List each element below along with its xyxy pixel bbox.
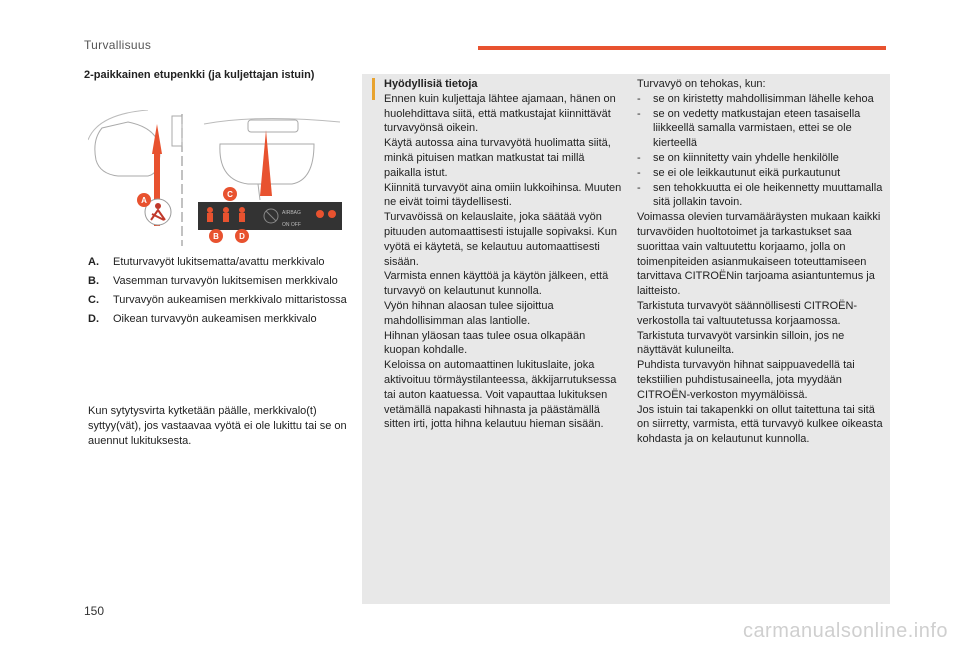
- info-paragraph: Vyön hihnan alaosan tulee sijoittua mahdollisimman alas lantiolle.: [384, 299, 554, 327]
- section-heading: 2-paikkainen etupenkki (ja kuljettajan istuin): [84, 69, 315, 81]
- definition-item: D. Oikean turvavyön aukeamisen merkkivalo: [88, 313, 317, 325]
- definition-item: B. Vasemman turvavyön lukitsemisen merkkivalo: [88, 275, 338, 287]
- info-paragraph: Tarkistuta turvavyöt säännöllisesti CITROËN-verkostolla tai valtuutetussa korjaamossa. Tarkistuta turvavyöt varsinkin silloin, jos ne näyttävät kuluneilta.: [637, 299, 858, 357]
- list-item: - se on kiristetty mahdollisimman lähelle kehoa: [637, 92, 874, 105]
- info-paragraph: Puhdista turvavyön hihnat saippuavedellä tai tekstiilien puhdistusaineella, jota myydään CITROËN-verkoston myymälöissä.: [637, 359, 855, 401]
- info-marker: [372, 78, 375, 100]
- list-item: - se on kiinnitetty vain yhdelle henkilölle: [637, 151, 839, 164]
- airbag-label: AIRBAG: [282, 210, 301, 216]
- seatbelt-warning-illustration: [88, 110, 344, 250]
- page-number: 150: [84, 604, 105, 618]
- info-paragraph: Varmista ennen käyttöä ja käytön jälkeen, että turvavyö on kelautunut kunnolla.: [384, 270, 609, 298]
- definition-item: A. Etuturvavyöt lukitsematta/avattu merkkivalo: [88, 256, 325, 268]
- info-paragraph: Käytä autossa aina turvavyötä huolimatta siitä, minkä pituisen matkan matkustat tai millä paikalla istut.: [384, 137, 611, 179]
- header-accent-bar: [478, 46, 886, 50]
- label-b: B: [213, 232, 219, 241]
- indicator-definitions: [88, 255, 348, 331]
- arrow-pointer-right: [260, 130, 272, 196]
- arrow-pointer-left: [152, 124, 162, 154]
- info-paragraph: Voimassa olevien turvamääräysten mukaan kaikki turvavöiden huoltotoimet ja tarkastukset saa suorittaa vain valtuutettu korjaamo, jolla on toimenpiteiden asianmukaiseen toteuttamiseen tarvittava CITROËNin tarjoama asiantuntemus ja laitteisto.: [637, 211, 881, 298]
- site-watermark: carmanualsonline.info: [742, 620, 948, 642]
- airbag-switch-label: ON OFF: [282, 222, 301, 228]
- info-paragraph: Turvavöissä on kelauslaite, joka säätää vyön pituuden automaattisesti istujalle sopivaksi. Kun vyötä ei käytetä, se kelautuu automaattisesti sisään.: [384, 211, 617, 268]
- definition-item: C. Turvavyön aukeamisen merkkivalo mittaristossa: [88, 294, 347, 306]
- list-item: - se on vedetty matkustajan eteen tasaisella liikkeellä samalla varmistaen, ettei se ole kierteellä: [637, 107, 861, 150]
- effective-intro: Turvavyö on tehokas, kun:: [637, 78, 766, 90]
- left-column: [84, 68, 354, 82]
- label-a: A: [141, 196, 147, 205]
- info-paragraph: Kiinnitä turvavyöt aina omiin lukkoihinsa. Muuten ne eivät toimi täydellisesti.: [384, 181, 622, 209]
- list-item: - sen tehokkuutta ei ole heikennetty muuttamalla sitä jollakin tavoin.: [637, 181, 883, 209]
- section-title: Turvallisuus: [84, 38, 152, 52]
- info-column-2: [637, 77, 883, 447]
- info-title: Hyödyllisiä tietoja: [384, 78, 478, 90]
- info-paragraph: Ennen kuin kuljettaja lähtee ajamaan, hänen on huolehdittava siitä, että matkustajat kiinnittävät turvavyönsä oikein.: [384, 92, 616, 135]
- label-c: C: [227, 190, 233, 199]
- info-paragraph: Jos istuin tai takapenkki on ollut taitettuna tai sitä on siirretty, varmista, että turvavyö kulkee oikeasta kohdasta ja on kelautunut kunnolla.: [637, 403, 883, 446]
- info-column-1: [384, 77, 622, 432]
- ignition-note: Kun sytytysvirta kytketään päälle, merkkivalo(t) syttyy(vät), jos vastaavaa vyötä ei ole lukittu tai se on auennut lukituksesta.: [88, 405, 347, 447]
- label-d: D: [239, 232, 245, 241]
- info-paragraph: Keloissa on automaattinen lukituslaite, joka aktivoituu törmäystilanteessa, äkkijarrutuksessa tai auton kaatuessa. Voit vapauttaa lukituksen vetämällä napakasti hihnasta ja päästämällä sitten irti, jotta hihna kelautuu hieman sisään.: [384, 359, 617, 431]
- list-item: - se ei ole leikkautunut eikä purkautunut: [637, 166, 841, 179]
- info-paragraph: Hihnan yläosan taas tulee osua olkapään kuopan kohdalle.: [384, 329, 586, 357]
